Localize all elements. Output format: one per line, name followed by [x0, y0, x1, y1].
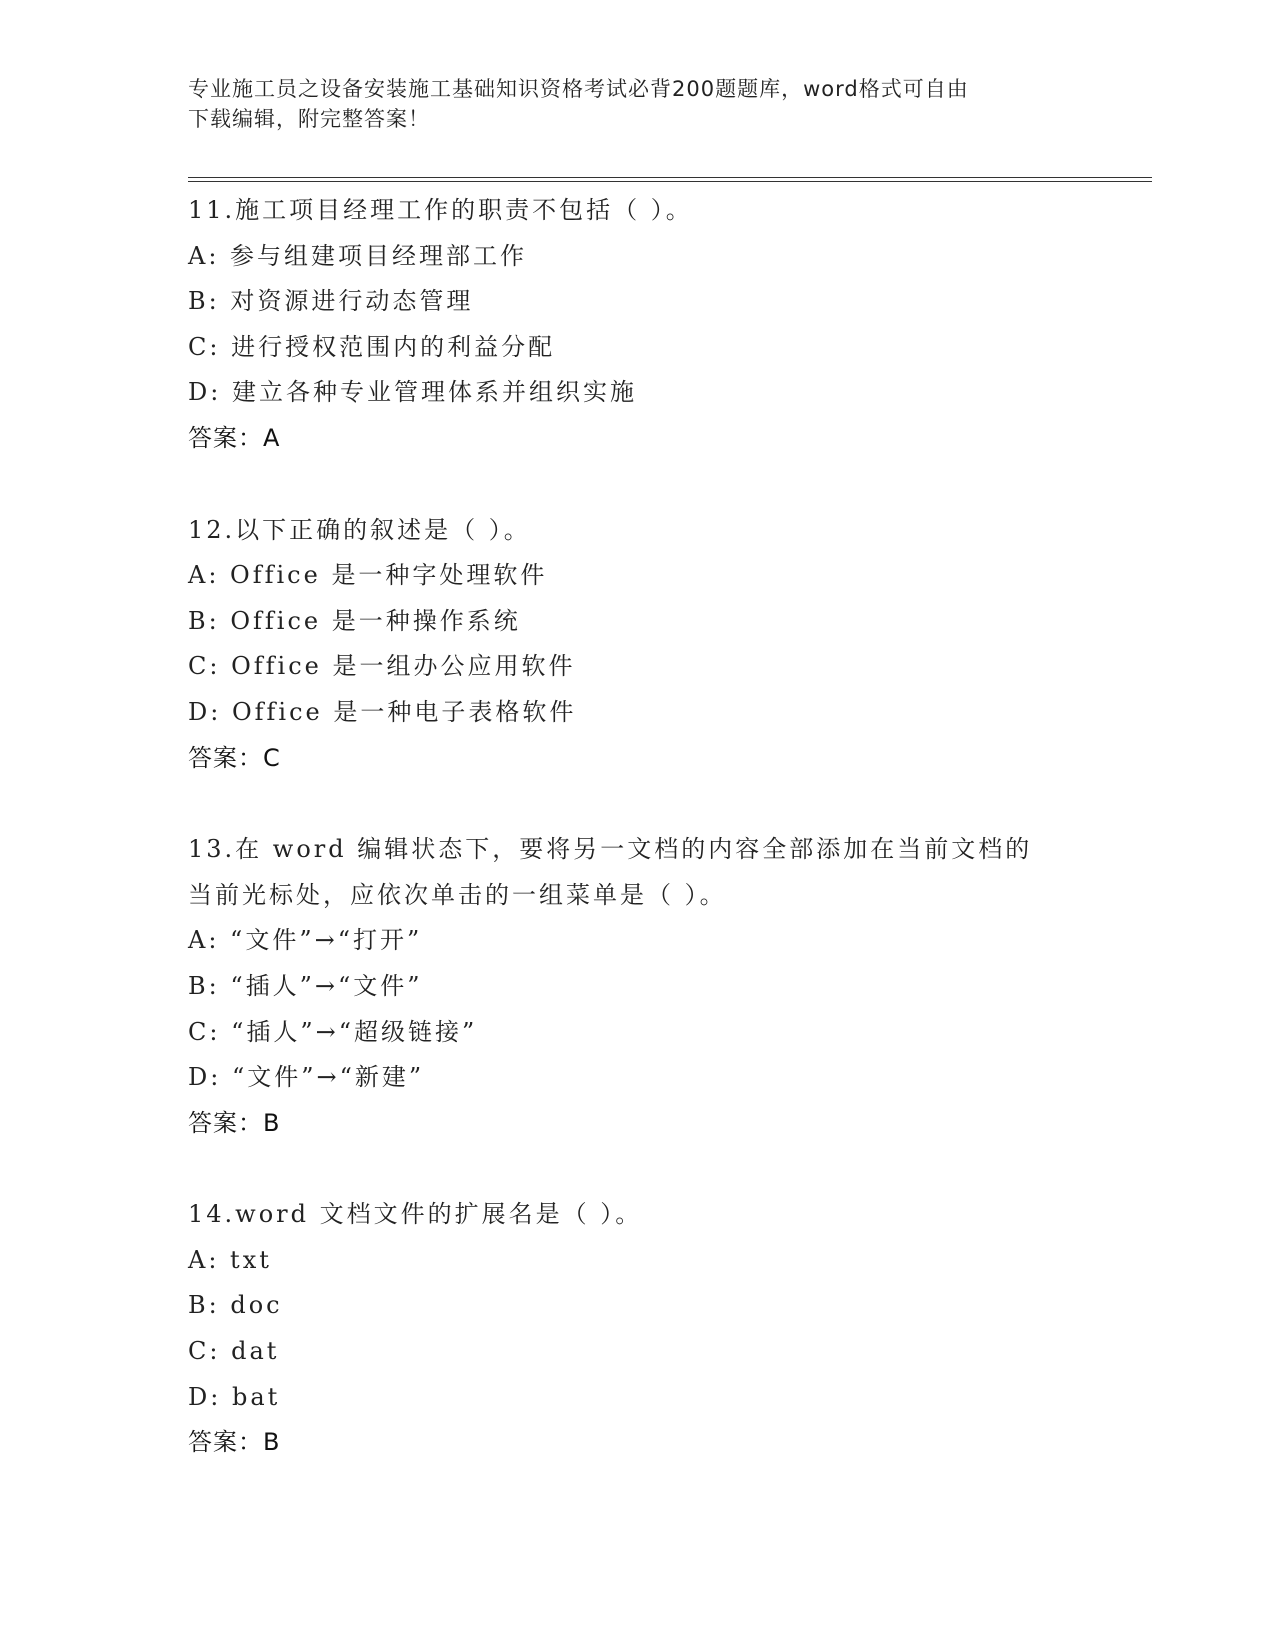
option-c: C: dat: [188, 1337, 280, 1366]
answer-label: 答案：C: [188, 743, 281, 772]
header-divider-top: [188, 177, 1152, 178]
option-c: C: Office 是一组办公应用软件: [188, 652, 576, 681]
option-a: A: Office 是一种字处理软件: [188, 561, 548, 590]
option-d: D: Office 是一种电子表格软件: [188, 697, 577, 726]
option-b: B: “插人”→“文件”: [188, 971, 423, 1000]
question-14: [188, 1192, 1128, 1466]
option-c: C: 进行授权范围内的利益分配: [188, 332, 556, 361]
option-a: A: txt: [188, 1245, 272, 1274]
option-d: D: 建立各种专业管理体系并组织实施: [188, 378, 637, 407]
question-stem: 14.word 文档文件的扩展名是（ ）。: [188, 1200, 643, 1229]
option-b: B: Office 是一种操作系统: [188, 606, 521, 635]
question-stem-line-2: 当前光标处，应依次单击的一组菜单是（ ）。: [188, 880, 727, 909]
option-d: D: “文件”→“新建”: [188, 1063, 425, 1092]
option-c: C: “插人”→“超级链接”: [188, 1017, 478, 1046]
option-b: B: doc: [188, 1291, 283, 1320]
question-stem-line-1: 13.在 word 编辑状态下，要将另一文档的内容全部添加在当前文档的: [188, 835, 1033, 864]
option-a: A: “文件”→“打开”: [188, 926, 423, 955]
answer-label: 答案：B: [188, 1108, 281, 1137]
question-stem: 11.施工项目经理工作的职责不包括（ ）。: [188, 196, 693, 224]
question-12: [188, 508, 1128, 782]
option-a: A: 参与组建项目经理部工作: [188, 241, 528, 270]
header-line-2: 下载编辑，附完整答案！: [188, 107, 430, 131]
option-d: D: bat: [188, 1382, 281, 1411]
answer-label: 答案：B: [188, 1428, 281, 1457]
question-stem: 12.以下正确的叙述是（ ）。: [188, 515, 531, 544]
answer-label: 答案：A: [188, 423, 281, 452]
document-header: [188, 74, 1068, 134]
question-list: [188, 188, 1128, 1512]
question-13: [188, 827, 1128, 1146]
option-b: B: 对资源进行动态管理: [188, 287, 474, 316]
header-line-1: 专业施工员之设备安装施工基础知识资格考试必背200题题库，word格式可自由: [188, 77, 969, 101]
header-divider-bottom: [188, 181, 1152, 182]
question-11: [188, 188, 1128, 462]
